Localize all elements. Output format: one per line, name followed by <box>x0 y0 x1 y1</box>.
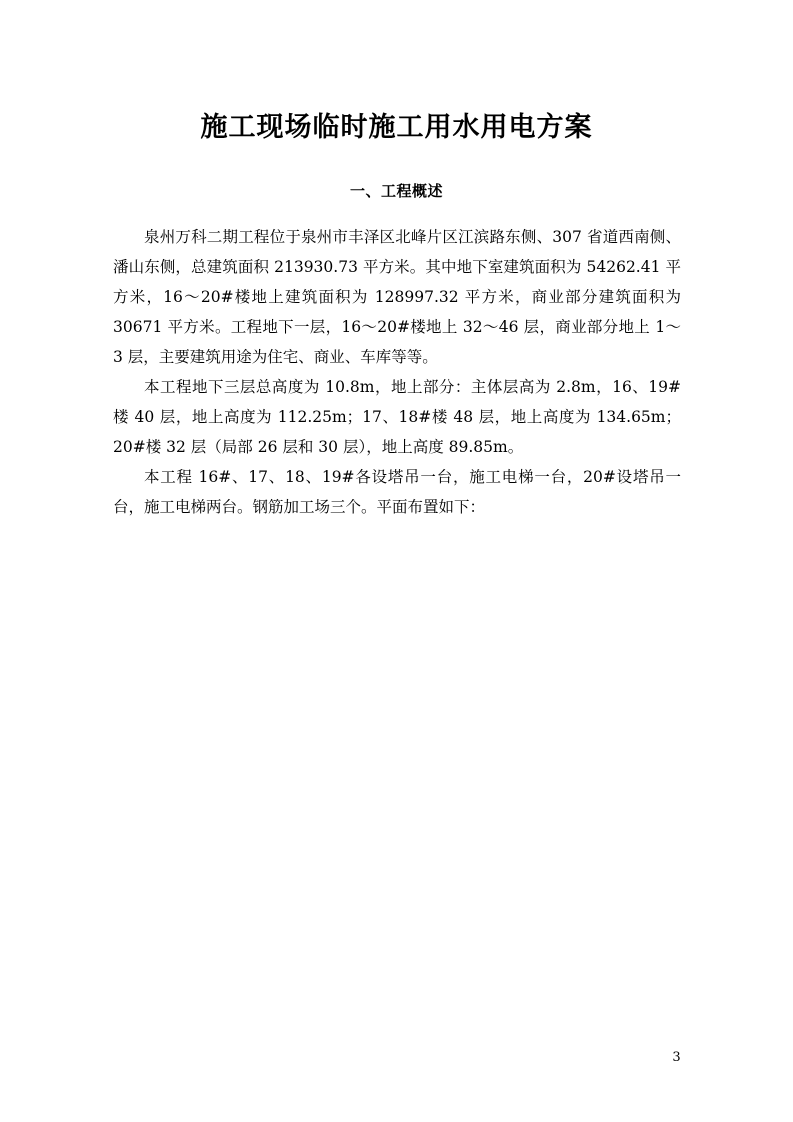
paragraph: 本工程地下三层总高度为 10.8m，地上部分：主体层高为 2.8m，16、19#楼 40 层，地上高度为 112.25m；17、18#楼 48 层，地上高度为 134.65m；20#楼 32 层（局部 26 层和 30 层），地上高度 89.85m。 <box>113 378 681 456</box>
page-number <box>0 1050 793 1065</box>
paragraph: 泉州万科二期工程位于泉州市丰泽区北峰片区江滨路东侧、307 省道西南侧、潘山东侧，总建筑面积 213930.73 平方米。其中地下室建筑面积为 54262.41 平方米，16～20#楼地上建筑面积为 128997.32 平方米，商业部分建筑面积为 30671 平方米。工程地下一层，16～20#楼地上 32～46 层，商业部分地上 1～3 层，主要建筑用途为住宅、商业、车库等等。 <box>113 228 681 366</box>
section-heading: 一、工程概述 <box>349 182 443 200</box>
page-number-value: 3 <box>672 1050 681 1065</box>
document-body <box>113 222 681 522</box>
page-title: 施工现场临时施工用水用电方案 <box>200 112 593 143</box>
paragraph: 本工程 16#、17、18、19#各设塔吊一台，施工电梯一台，20#设塔吊一台，施工电梯两台。钢筋加工场三个。平面布置如下： <box>113 468 681 516</box>
